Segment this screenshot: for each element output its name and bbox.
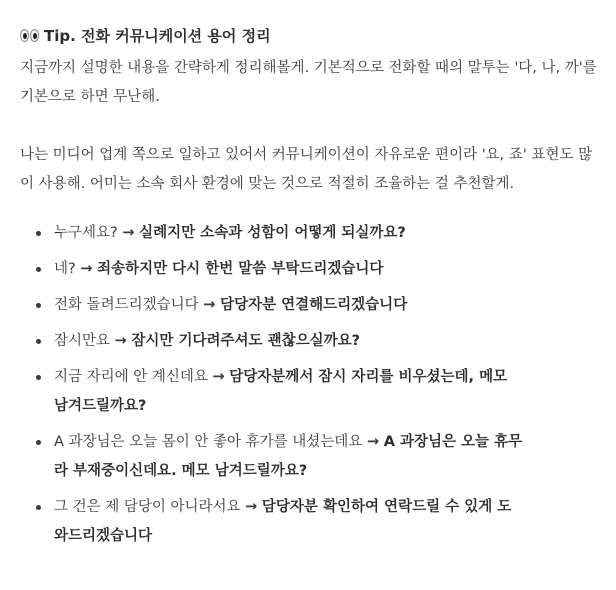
arrow-icon: → bbox=[114, 333, 127, 349]
bullet-icon bbox=[36, 303, 41, 308]
intro-paragraph: 지금까지 설명한 내용을 간략하게 정리해볼게. 기본적으로 전화할 때의 말투는 '다, 나, 까'를 기본으로 하면 무난해. bbox=[20, 60, 597, 105]
tip-title: Tip. 전화 커뮤니케이션 용어 정리 bbox=[44, 27, 271, 45]
bullet-icon bbox=[36, 440, 41, 445]
list-item bbox=[20, 327, 580, 356]
list-item bbox=[20, 291, 580, 320]
arrow-icon: → bbox=[122, 225, 135, 241]
casual-phrase: 네? bbox=[54, 261, 76, 277]
polite-phrase: 실례지만 소속과 성함이 어떻게 되실까요? bbox=[139, 225, 406, 241]
list-item bbox=[20, 493, 580, 551]
phrase-list bbox=[20, 219, 580, 551]
tip-heading bbox=[20, 24, 616, 48]
casual-phrase: A 과장님은 오늘 몸이 안 좋아 휴가를 내셨는데요 bbox=[54, 434, 363, 450]
polite-phrase: 담당자분 확인하여 연락드릴 수 있게 도와드리겠습니다 bbox=[54, 499, 512, 544]
bullet-icon bbox=[36, 339, 41, 344]
bullet-icon bbox=[36, 375, 41, 380]
bullet-icon bbox=[36, 267, 41, 272]
list-item bbox=[20, 219, 580, 248]
list-item bbox=[20, 363, 580, 421]
casual-phrase: 그 건은 제 담당이 아니라서요 bbox=[54, 499, 241, 515]
casual-phrase: 잠시만요 bbox=[54, 333, 111, 349]
polite-phrase: 잠시만 기다려주셔도 괜찮으실까요? bbox=[131, 333, 361, 349]
bullet-icon bbox=[36, 505, 41, 510]
polite-phrase: 담당자분께서 잠시 자리를 비우셨는데, 메모 남겨드릴까요? bbox=[54, 369, 508, 414]
polite-phrase: A 과장님은 오늘 휴무라 부재중이신데요. 메모 남겨드릴까요? bbox=[54, 434, 523, 479]
polite-phrase: 죄송하지만 다시 한번 말씀 부탁드리겠습니다 bbox=[97, 261, 384, 277]
polite-phrase: 담당자분 연결해드리겠습니다 bbox=[220, 297, 408, 313]
casual-phrase: 전화 돌려드리겠습니다 bbox=[54, 297, 199, 313]
arrow-icon: → bbox=[80, 261, 93, 277]
casual-phrase: 지금 자리에 안 계신데요 bbox=[54, 369, 208, 385]
arrow-icon: → bbox=[203, 297, 216, 313]
eyes-icon bbox=[20, 28, 42, 44]
arrow-icon: → bbox=[245, 499, 258, 515]
list-item bbox=[20, 255, 580, 284]
arrow-icon: → bbox=[366, 434, 380, 450]
casual-phrase: 누구세요? bbox=[54, 225, 118, 241]
context-paragraph: 나는 미디어 업계 쪽으로 일하고 있어서 커뮤니케이션이 자유로운 편이라 '요, 죠' 표현도 많이 사용해. 어미는 소속 회사 환경에 맞는 것으로 적절히 조율하는 걸 추천할게. bbox=[20, 147, 593, 192]
bullet-icon bbox=[36, 231, 41, 236]
arrow-icon: → bbox=[212, 369, 225, 385]
list-item bbox=[20, 428, 580, 486]
